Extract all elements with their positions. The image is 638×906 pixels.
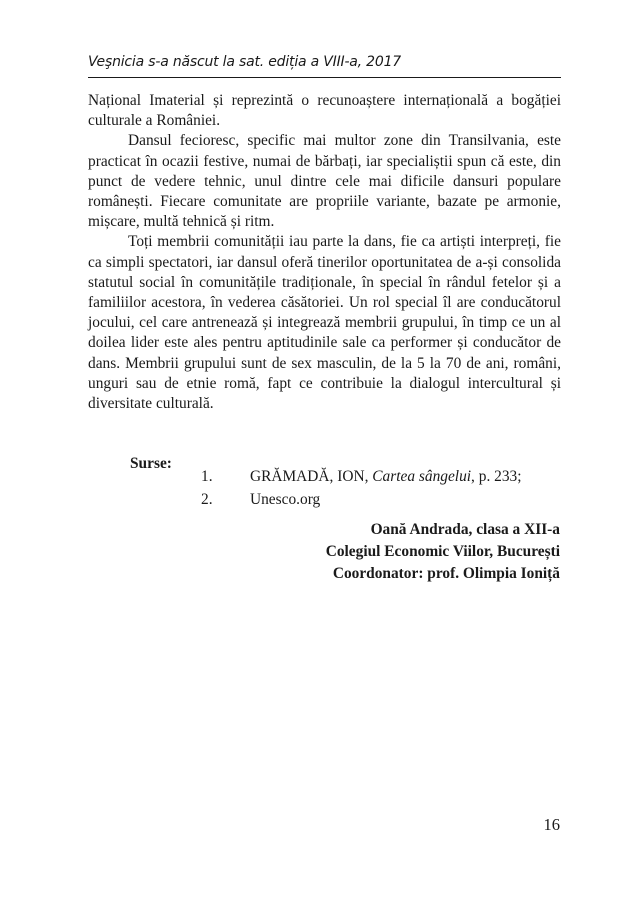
- source-text: [250, 490, 320, 510]
- signature-school: Colegiul Economic Viilor, București: [325, 543, 560, 560]
- paragraph-1: Național Imaterial și reprezintă o recunoaștere internațională a bogăției culturale a României.: [88, 92, 561, 130]
- signature-block: [326, 519, 560, 585]
- sources-title: Surse:: [130, 455, 172, 472]
- article-body: [88, 91, 561, 414]
- page-number: 16: [543, 815, 560, 834]
- source-text: [250, 467, 522, 487]
- source-number: 1.: [201, 468, 213, 485]
- signature-coordinator: Coordonator: prof. Olimpia Ioniță: [332, 565, 560, 582]
- source-number: 2.: [201, 491, 213, 508]
- source-author: Unesco.org: [250, 491, 321, 508]
- source-author: GRĂMADĂ, ION,: [250, 468, 373, 485]
- running-header: Veşnicia s-a născut la sat. ediția a VIII-a, 2017: [88, 54, 402, 70]
- paragraph-3: Toți membrii comunității iau parte la dans, fie ca artiști interpreți, fie ca simpli spectatori, iar dansul oferă tinerilor oportunitatea de a-și consolida statutul social în comunitățile tradiționale, în special în rândul fetelor și a familiilor acestora, în vederea căsătoriei. Un rol special îl are conducătorul jocului, cel care antrenează și integrează membrii grupului, în timp ce un al doilea lider este ales pentru aptitudinile sale ca performer și conducător de dans. Membrii grupului sunt de sex masculin, de la 5 la 70 de ani, români, unguri sau de etnie romă, fapt ce contribuie la dialogul intercultural și diversitate culturală.: [88, 233, 561, 413]
- signature-author: Oană Andrada, clasa a XII-a: [370, 521, 560, 538]
- source-book-title: Cartea sângelui: [372, 468, 472, 485]
- header-rule: [88, 77, 561, 78]
- source-page: , p. 233;: [471, 468, 522, 485]
- paragraph-2: Dansul fecioresc, specific mai multor zone din Transilvania, este practicat în ocazii festive, numai de bărbați, iar specialiștii spun că este, din punct de vedere tehnic, unul dintre cele mai dificile dansuri populare românești. Fiecare comunitate are propriile variante, bazate pe armonie, mișcare, multă tehnică și ritm.: [88, 132, 561, 231]
